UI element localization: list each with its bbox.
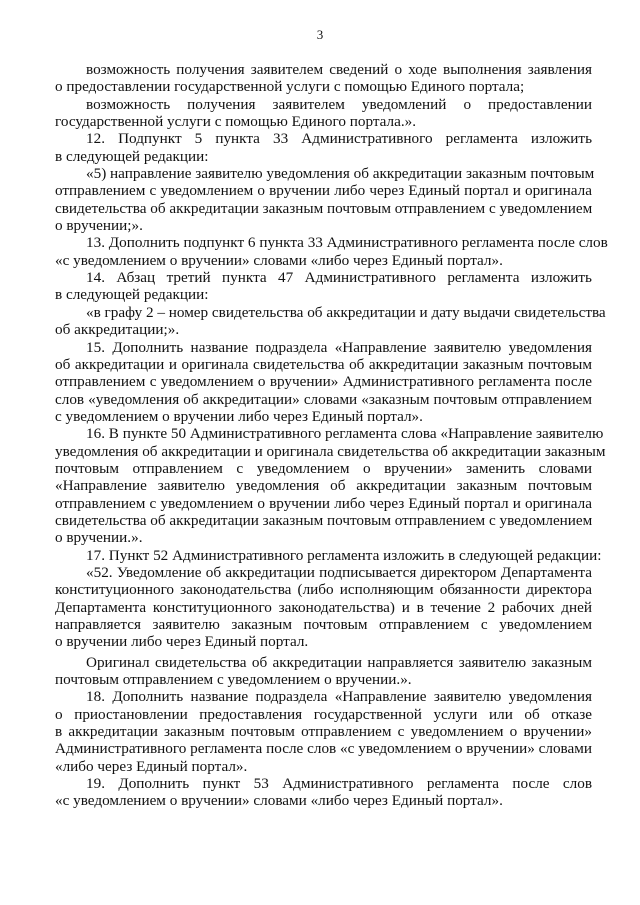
paragraph: [55, 165, 595, 235]
text-line: об аккредитации и оригинала свидетельства об аккредитации заказным почтовым: [55, 355, 592, 373]
paragraph: [55, 61, 592, 96]
text-line: «с уведомлением о вручении» словами «либо через Единый портал».: [55, 251, 503, 269]
text-line: о вручении.».: [55, 529, 143, 547]
text-line: свидетельства об аккредитации заказным почтовым отправлением с уведомлением: [55, 199, 593, 217]
text-line: конституционного законодательства (либо исполняющим обязанности директора: [55, 581, 592, 599]
paragraph: [55, 234, 608, 269]
text-line: 16. В пункте 50 Административного регламента слова «Направление заявителю: [86, 425, 604, 443]
text-line: направляется заявителю заказным почтовым отправлением с уведомлением: [55, 616, 592, 633]
text-line: о вручении;».: [55, 217, 143, 235]
page-number: 3: [316, 27, 324, 42]
text-line: 12. Подпункт 5 пункта 33 Административного регламента изложить: [86, 130, 592, 148]
paragraph: [55, 303, 606, 339]
text-line: слов «уведомления об аккредитации» словами «заказным почтовым отправлением: [55, 390, 592, 408]
paragraph: [55, 654, 592, 689]
text-line: «либо через Единый портал».: [55, 757, 248, 775]
text-line: возможность получения заявителем сведений о ходе выполнения заявления: [86, 61, 592, 78]
text-line: «5) направление заявителю уведомления об аккредитации заказным почтовым: [86, 165, 595, 183]
text-line: с уведомлением о вручении либо через Единый портал».: [55, 407, 423, 425]
document-body: [55, 61, 608, 810]
paragraph: [55, 546, 602, 564]
paragraph: [55, 339, 592, 426]
text-line: отправлением с уведомлением о вручении либо через Единый портал и оригинала: [55, 182, 592, 200]
text-line: в следующей редакции:: [55, 147, 209, 165]
text-line: Оригинал свидетельства об аккредитации направляется заявителю заказным: [86, 653, 592, 671]
paragraph: [55, 775, 592, 810]
text-line: 17. Пункт 52 Административного регламента изложить в следующей редакции:: [86, 546, 602, 564]
text-line: 15. Дополнить название подраздела «Направление заявителю уведомления: [86, 338, 592, 356]
text-line: отправлением с уведомлением о вручении» Административного регламента после: [55, 373, 592, 391]
paragraph: [55, 564, 592, 651]
text-line: «в графу 2 – номер свидетельства об аккредитации и дату выдачи свидетельства: [86, 303, 606, 321]
paragraph: [55, 130, 592, 165]
text-line: в следующей редакции:: [55, 286, 209, 304]
text-line: уведомления об аккредитации и оригинала свидетельства об аккредитации заказным: [55, 442, 606, 460]
text-line: 13. Дополнить подпункт 6 пункта 33 Административного регламента после слов: [86, 234, 608, 252]
text-line: 14. Абзац третий пункта 47 Административного регламента изложить: [86, 269, 592, 287]
text-line: о предоставлении государственной услуги с помощью Единого портала;: [55, 78, 525, 96]
text-line: Административного регламента после слов «с уведомлением о вручении» словами: [55, 740, 592, 758]
text-line: в аккредитации заказным почтовым отправлением с уведомлением о вручении»: [55, 723, 592, 741]
paragraph: [55, 96, 592, 131]
paragraph: [55, 425, 606, 547]
text-line: «Направление заявителю уведомления об аккредитации заказным почтовым: [55, 477, 592, 495]
paragraph: [55, 269, 592, 304]
text-line: «с уведомлением о вручении» словами «либо через Единый портал».: [55, 792, 503, 810]
text-line: свидетельства об аккредитации заказным почтовым отправлением с уведомлением: [55, 511, 593, 529]
text-line: об аккредитации;».: [55, 321, 180, 339]
text-line: почтовым отправлением с уведомлением о вручении» заменить словами: [55, 459, 592, 477]
text-line: «52. Уведомление об аккредитации подписывается директором Департамента: [86, 563, 592, 581]
text-line: о приостановлении предоставления государственной услуги или об отказе: [55, 705, 592, 723]
text-line: Департамента конституционного законодательства) и в течение 2 рабочих дней: [55, 598, 592, 616]
text-line: 19. Дополнить пункт 53 Административного регламента после слов: [86, 775, 592, 793]
text-line: государственной услуги с помощью Единого портала.».: [55, 113, 417, 131]
text-line: возможность получения заявителем уведомлений о предоставлении: [86, 95, 592, 113]
text-line: 18. Дополнить название подраздела «Направление заявителю уведомления: [86, 688, 592, 706]
text-line: отправлением с уведомлением о вручении либо через Единый портал и оригинала: [55, 494, 592, 512]
paragraph: [55, 688, 592, 775]
text-line: о вручении либо через Единый портал.: [55, 633, 309, 651]
text-line: почтовым отправлением с уведомлением о вручении.».: [55, 671, 412, 689]
